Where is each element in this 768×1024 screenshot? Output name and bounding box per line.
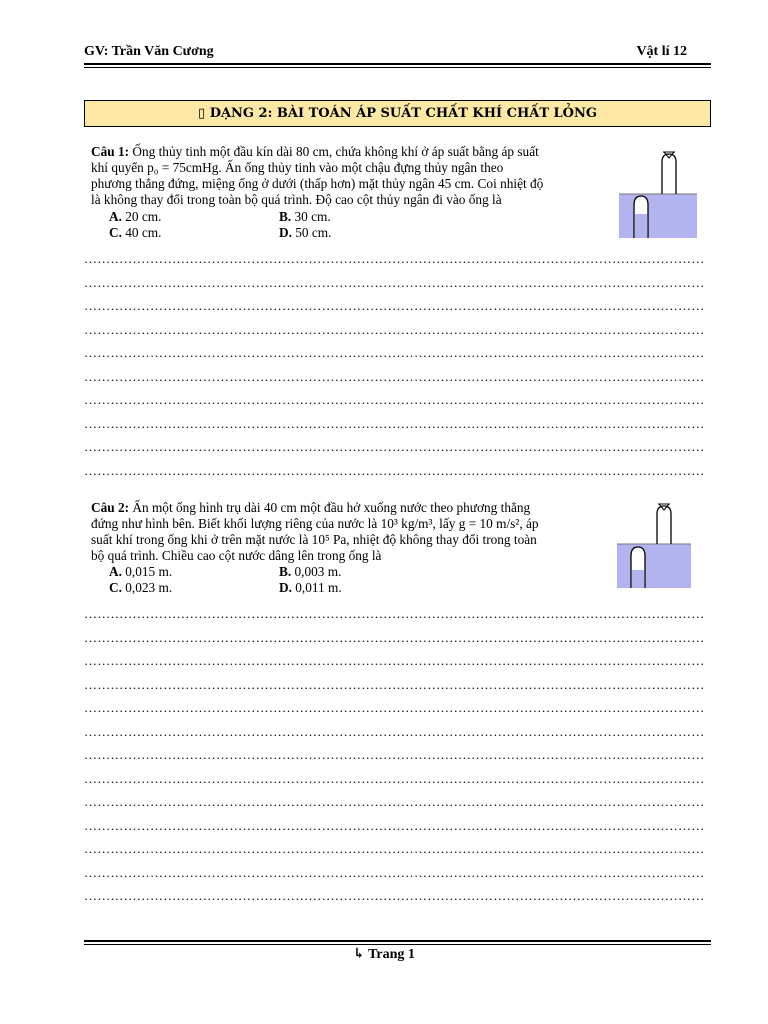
footer-rule-thin [84,944,711,945]
answer-lines-2[interactable]: …………………………………………………………………………………………………………………………… …………………………………………………………………………………………………………………………… …………………………………………………………………………………………………………………………… …………………………………………………………………………………………………………………………… …………………………………………………………………………………………………………………………… …………………………………………………………………………………………………………………………… …………………………………………………………………………………………………………………………… …………………………………………………………………………………………………………………………… …………………………………………………………………………………………………………………………… …………………………………………………………………………………………………………………………… …………………………………………………………………………………………………………………………… …………………………………………………………………………………………………………………………… …………………………………………………………………………………………………………………………… [84,606,705,903]
footer-rule [84,940,711,942]
arrow-icon: ↳ [353,947,365,962]
option-a[interactable]: A. 0,015 m. [109,564,173,579]
mercury-basin [619,194,697,238]
option-a[interactable]: A. 20 cm. [109,209,162,224]
option-d[interactable]: D. 50 cm. [279,225,332,240]
header-rule-thin [84,67,711,68]
question-1-line: là không thay đổi trong toàn bộ quá trình. Độ cao cột thủy ngân đi vào ống là [91,192,502,207]
question-2-line: bộ quá trình. Chiều cao cột nước dâng lên trong ống là [91,548,382,563]
page-number: Trang 1 [368,947,415,962]
page-footer [0,946,768,963]
option-c[interactable]: C. 0,023 m. [109,580,173,595]
question-1-options [109,209,429,241]
option-b[interactable]: B. 0,003 m. [279,564,342,579]
question-1-line: khí quyển p₀ = 75cmHg. Ấn ống thủy tinh vào một chậu đựng thủy ngân theo [91,160,504,175]
question-2-options [109,564,429,596]
question-2-label: Câu 2: [91,500,130,515]
question-1-line: phương thẳng đứng, miệng ống ở dưới (thấp hơn) mặt thủy ngân 45 cm. Coi nhiệt độ [91,176,544,191]
option-b[interactable]: B. 30 cm. [279,209,331,224]
teacher-name: GV: Trần Văn Cương [84,44,214,59]
question-1-line: Ống thủy tinh một đầu kín dài 80 cm, chứa không khí ở áp suất bằng áp suất [132,144,539,159]
bullet-icon: ▯ [198,106,206,121]
section-banner [84,100,711,127]
subject-label: Vật lí 12 [636,44,687,59]
question-1-label: Câu 1: [91,144,130,159]
header-rule [84,63,711,65]
question-1-figure [617,150,699,242]
question-2-line: suất khí trong ống khi ở trên mặt nước là 10⁵ Pa, nhiệt độ không thay đổi trong toàn [91,532,537,547]
answer-lines-1[interactable]: …………………………………………………………………………………………………………………………… …………………………………………………………………………………………………………………………… …………………………………………………………………………………………………………………………… …………………………………………………………………………………………………………………………… …………………………………………………………………………………………………………………………… …………………………………………………………………………………………………………………………… …………………………………………………………………………………………………………………………… …………………………………………………………………………………………………………………………… …………………………………………………………………………………………………………………………… …………………………………………………………………………………………………………………………… [84,251,705,478]
option-d[interactable]: D. 0,011 m. [279,580,342,595]
option-c[interactable]: C. 40 cm. [109,225,162,240]
question-1-text [91,144,597,208]
question-2-line: đứng như hình bên. Biết khối lượng riêng của nước là 10³ kg/m³, lấy g = 10 m/s², áp [91,516,539,531]
page-header [84,44,711,64]
question-2-line: Ấn một ống hình trụ dài 40 cm một đầu hở xuống nước theo phương thẳng [132,500,531,515]
question-2-text [91,500,597,564]
tube-outside [657,506,671,544]
tube-outside [662,154,676,194]
section-title: DẠNG 2: BÀI TOÁN ÁP SUẤT CHẤT KHÍ CHẤT LỎNG [209,106,597,121]
water-basin [617,544,691,588]
question-2-figure [615,500,693,592]
